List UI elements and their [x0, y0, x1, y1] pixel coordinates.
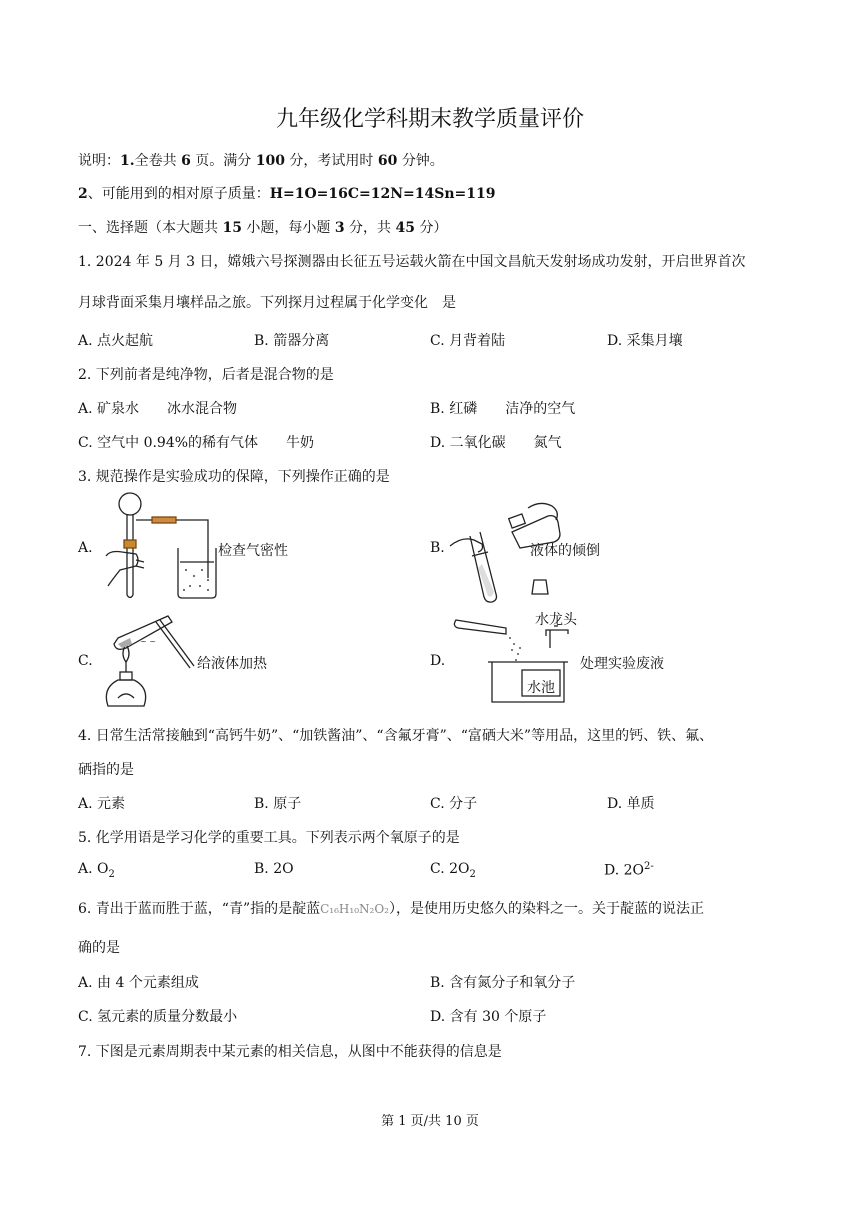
q5-a-subscript: 2 [108, 868, 115, 880]
instr-text: 全卷共 [134, 153, 177, 169]
q5-c-text: C. 2O [430, 861, 470, 877]
q1-stem-line-1: 1. 2024 年 5 月 3 日，嫦娥六号探测器由长征五号运载火箭在中国文昌航天发射场成功发射，开启世界首次 [78, 254, 746, 270]
q3-option-b-text: 液体的倾倒 [530, 543, 600, 559]
q6-option-d: D. 含有 30 个原子 [430, 1009, 547, 1025]
q4-option-c: C. 分子 [430, 796, 478, 812]
q3-option-d-label: D. [430, 653, 446, 669]
section-text: 一、选择题（本大题共 [78, 220, 218, 236]
atomic-masses: H=1O=16C=12N=14Sn=119 [269, 186, 496, 202]
instr-num: 1. [120, 153, 135, 169]
q6-option-b: B. 含有氮分子和氧分子 [430, 975, 576, 991]
q1-option-b: B. 箭器分离 [254, 333, 330, 349]
q2-option-a: A. 矿泉水 冰水混合物 [78, 401, 238, 417]
q4-stem-line-1: 4. 日常生活常接触到“高钙牛奶”、“加铁酱油”、“含氟牙膏”、“富硒大米”等用品，这里的钙、铁、氟、 [78, 728, 714, 744]
q3-option-c-label: C. [78, 653, 93, 669]
q6-stem-line-1 [78, 898, 704, 918]
page-footer: 第 1 页/共 10 页 [381, 1114, 479, 1129]
q5-d-text: D. 2O [604, 862, 645, 879]
instr-score: 100 [255, 153, 285, 169]
q5-option-d [604, 861, 654, 879]
liquid-heating-illustration [98, 608, 198, 710]
q3-option-a-label: A. [78, 540, 93, 556]
instr-pages: 6 [181, 153, 191, 169]
instr-minutes: 60 [377, 153, 398, 169]
instr-text: 页。满分 [195, 153, 252, 169]
svg-text:~ ~: ~ ~ [140, 637, 156, 646]
q5-option-a [78, 861, 115, 880]
q5-d-superscript: 2- [644, 861, 654, 872]
q5-c-subscript: 2 [469, 868, 476, 880]
instr-text: 分钟。 [401, 153, 444, 169]
q4-stem-line-2: 硒指的是 [78, 762, 134, 778]
section-text: 小题，每小题 [246, 220, 331, 236]
q6-option-c: C. 氢元素的质量分数最小 [78, 1009, 238, 1025]
instr-num: 2 [78, 186, 88, 202]
q4-option-b: B. 原子 [254, 796, 302, 812]
q2-stem: 2. 下列前者是纯净物，后者是混合物的是 [78, 367, 334, 383]
q3-option-b-label: B. [430, 540, 445, 556]
q7-stem: 7. 下图是元素周期表中某元素的相关信息，从图中不能获得的信息是 [78, 1044, 502, 1060]
q4-option-d: D. 单质 [607, 796, 655, 812]
tap-label: 水龙头 [535, 612, 577, 628]
q6-option-a: A. 由 4 个元素组成 [78, 975, 199, 991]
section-heading [78, 217, 447, 237]
q3-option-c-text: 给液体加热 [197, 656, 267, 672]
section-points: 3 [334, 220, 345, 236]
q3-option-d-text: 处理实验废液 [580, 656, 664, 672]
section-total: 45 [395, 220, 415, 236]
q1-option-d: D. 采集月壤 [607, 333, 683, 349]
q1-stem-line-2: 月球背面采集月壤样品之旅。下列探月过程属于化学变化 是 [78, 295, 456, 311]
sink-label: 水池 [527, 680, 555, 696]
q5-stem: 5. 化学用语是学习化学的重要工具。下列表示两个氧原子的是 [78, 830, 460, 846]
section-text: 分，共 [349, 220, 392, 236]
q6-text: 6. 青出于蓝而胜于蓝，“青”指的是靛蓝 [78, 901, 321, 917]
instructions-line-2 [78, 183, 495, 203]
q1-option-a: A. 点火起航 [78, 333, 154, 349]
q6-stem-line-2: 确的是 [78, 940, 120, 956]
q5-option-c [430, 861, 476, 880]
q1-option-c: C. 月背着陆 [430, 333, 506, 349]
q2-option-c: C. 空气中 0.94%的稀有气体 牛奶 [78, 435, 315, 451]
section-count: 15 [222, 220, 242, 236]
q4-option-a: A. 元素 [78, 796, 126, 812]
q5-a-text: A. O [78, 861, 109, 877]
indigo-formula: C₁₆H₁₀N₂O₂ [320, 902, 389, 916]
instr-text: 、可能用到的相对原子质量： [87, 186, 270, 202]
q2-option-d: D. 二氧化碳 氮气 [430, 435, 562, 451]
q3-option-a-text: 检查气密性 [218, 543, 288, 559]
instructions-prefix: 说明： [78, 153, 120, 169]
page-title: 九年级化学科期末教学质量评价 [275, 107, 584, 132]
q5-option-b: B. 2O [254, 861, 294, 877]
airtightness-check-illustration [100, 490, 218, 602]
q3-stem: 3. 规范操作是实验成功的保障，下列操作正确的是 [78, 469, 390, 485]
q2-option-b: B. 红磷 洁净的空气 [430, 401, 576, 417]
section-text: 分） [419, 220, 448, 236]
q6-text: ），是使用历史悠久的染料之一。关于靛蓝的说法正 [388, 901, 704, 917]
instructions-line-1 [78, 150, 444, 170]
instr-text: 分，考试用时 [289, 153, 374, 169]
